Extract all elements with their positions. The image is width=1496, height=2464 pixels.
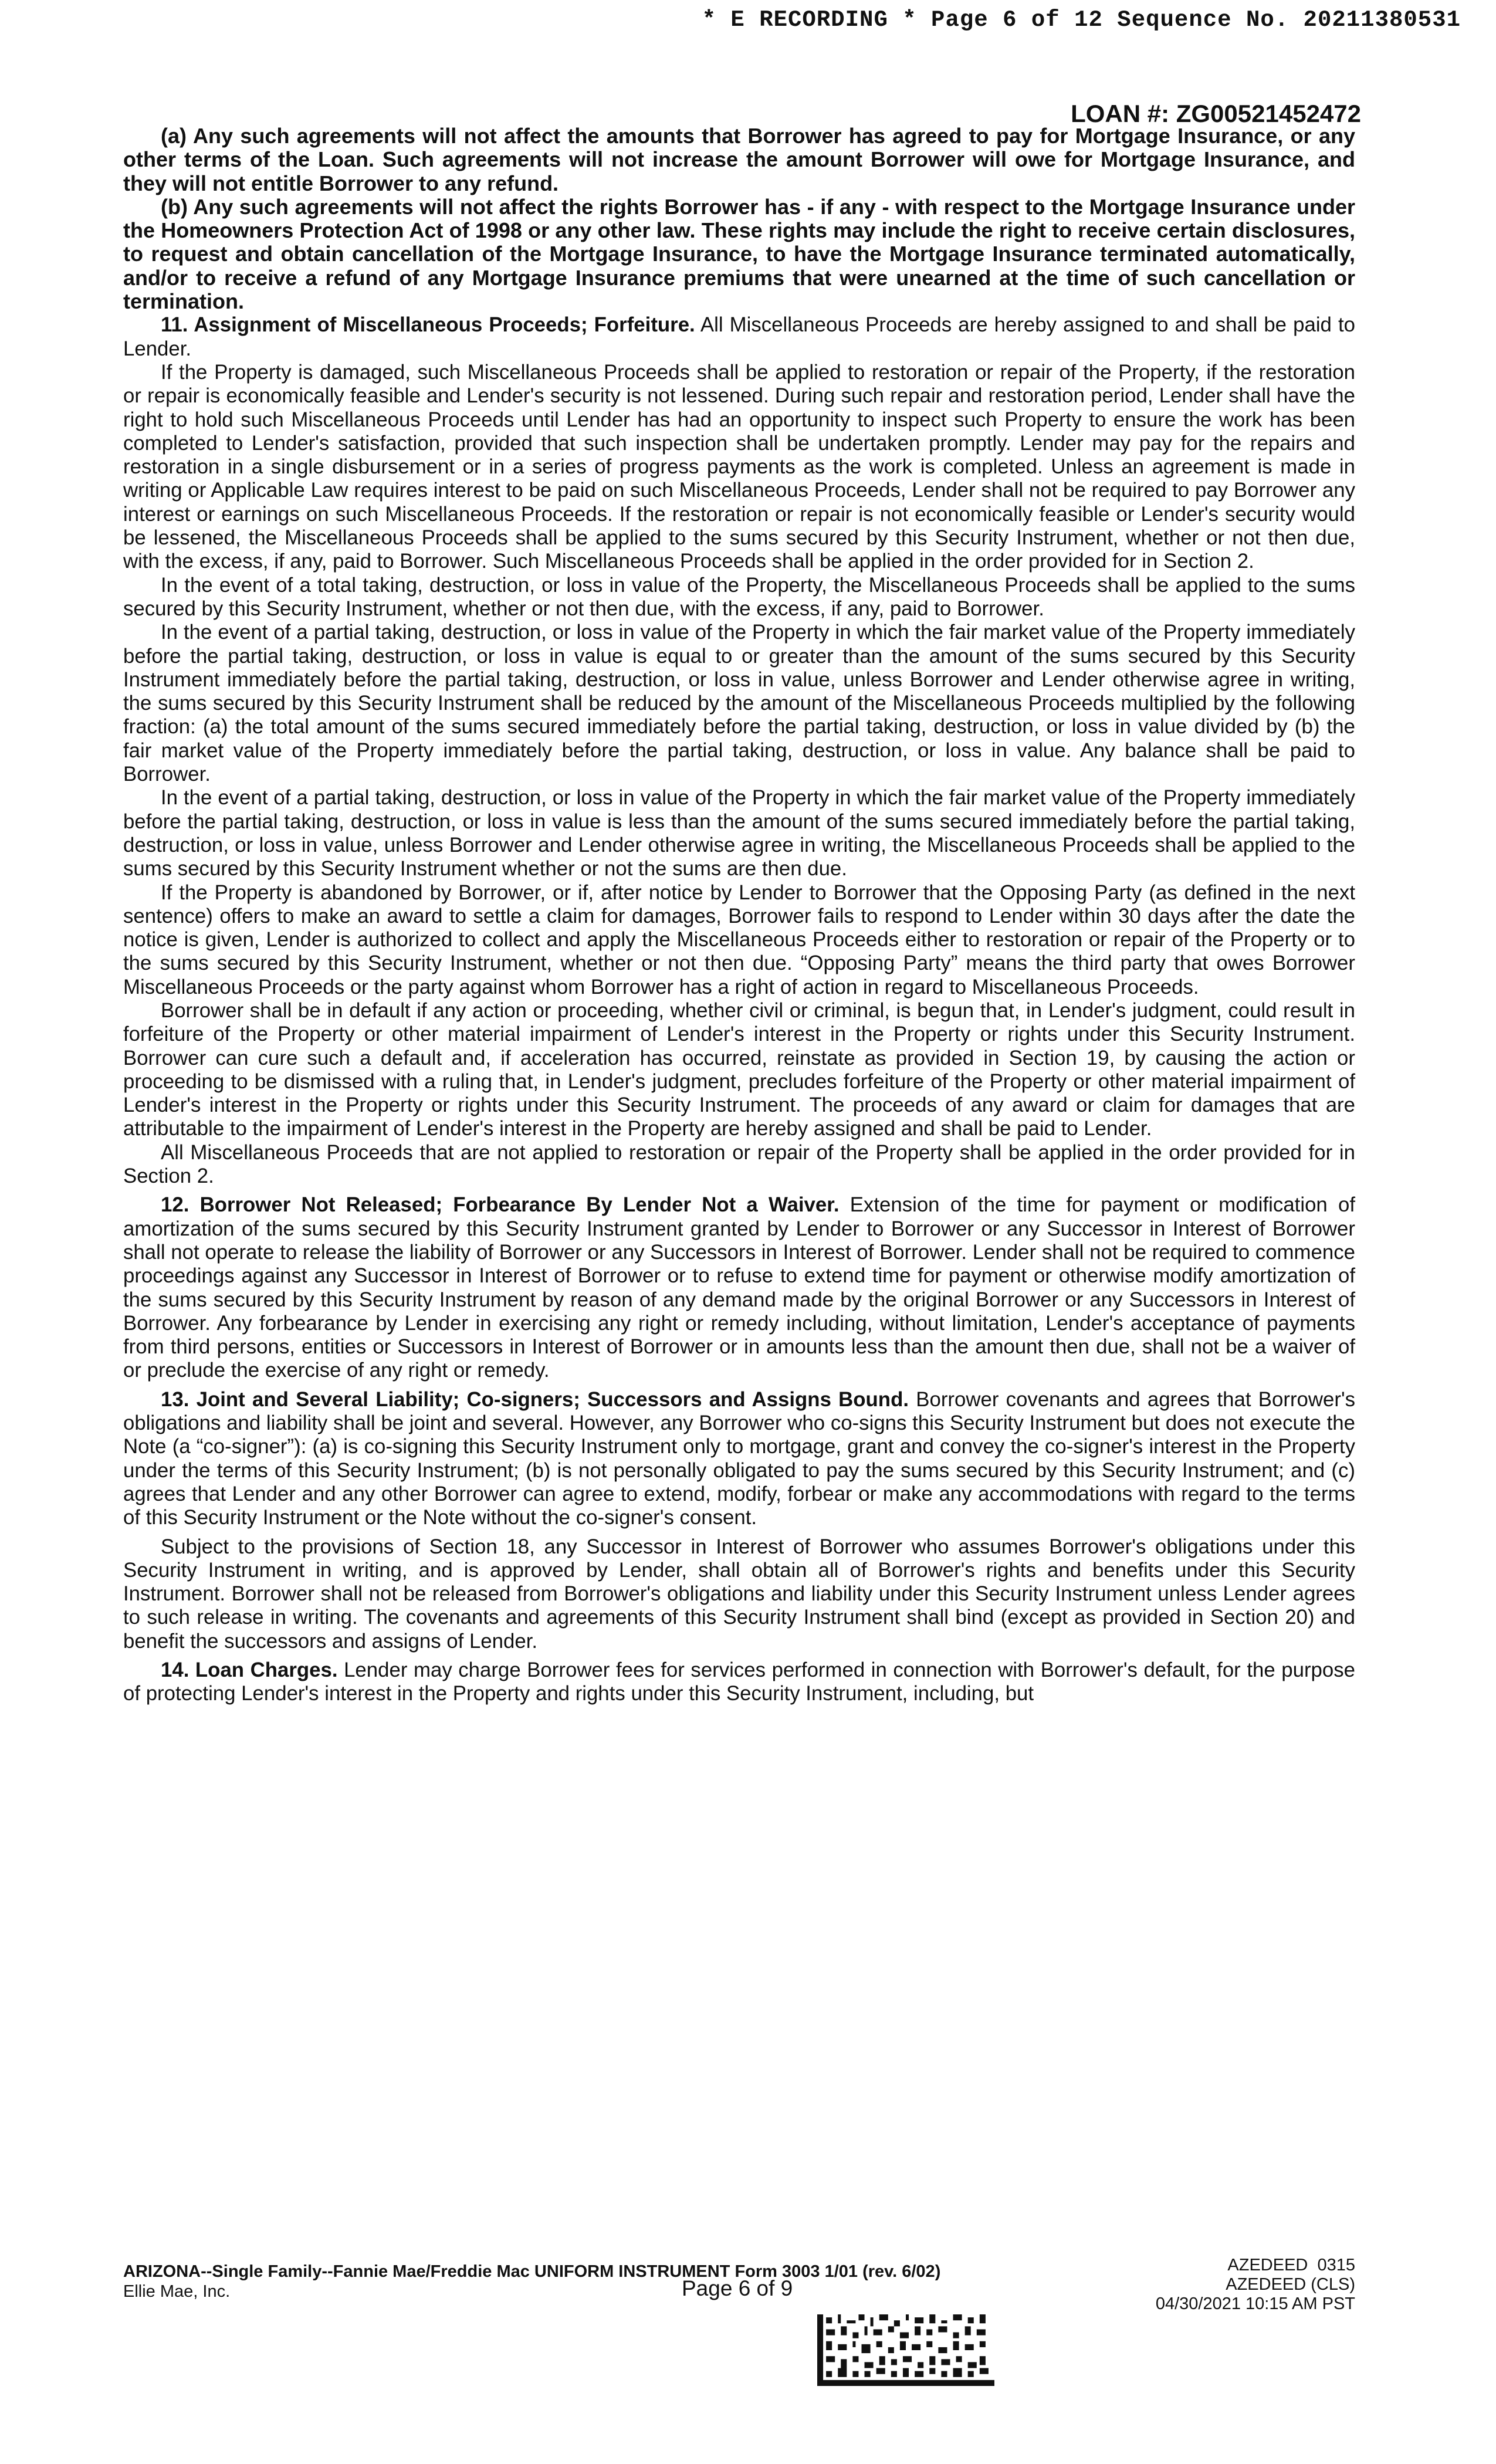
paragraph-partial-taking-greater: In the event of a partial taking, destruction, or loss in value of the Property in which the fair market value of the Property immediately before the partial taking, destruction, or loss in value is equal to or greater than the amount of the sums secured by this Security Instrument immediately before the partial taking, destruction, or loss in value, unless Borrower and Lender otherwise agree in writing, the sums secured by this Security Instrument shall be reduced by the amount of the Miscellaneous Proceeds multiplied by the following fraction: (a) the total amount of the sums secured immediately before the partial taking, destruction, or loss in value divided by (b) the fair market value of the Property immediately before the partial taking, destruction, or loss in value. Any balance shall be paid to Borrower. [123, 621, 1355, 786]
section-11 [123, 313, 1355, 361]
paragraph-total-taking: In the event of a total taking, destruction, or loss in value of the Property, the Miscellaneous Proceeds shall be applied to the sums secured by this Security Instrument, whether or not then due, with the excess, if any, paid to Borrower. [123, 573, 1355, 620]
section-14 [123, 1659, 1355, 1706]
section-11-heading: 11. Assignment of Miscellaneous Proceeds; Forfeiture. [161, 313, 695, 337]
paragraph-damaged-property: If the Property is damaged, such Miscellaneous Proceeds shall be applied to restoration or repair of the Property, if the restoration or repair is economically feasible and Lender's security is not lessened. During such repair and restoration period, Lender shall have the right to hold such Miscellaneous Proceeds until Lender has had an opportunity to inspect such Property to ensure the work has been completed to Lender's satisfaction, provided that such inspection shall be undertaken promptly. Lender may pay for the repairs and restoration in a single disbursement or in a series of progress payments as the work is completed. Unless an agreement is made in writing or Applicable Law requires interest to be paid on such Miscellaneous Proceeds, Lender shall not be required to pay Borrower any interest or earnings on such Miscellaneous Proceeds. If the restoration or repair is not economically feasible or Lender's security would be lessened, the Miscellaneous Proceeds shall be applied to the sums secured by this Security Instrument, whether or not then due, with the excess, if any, paid to Borrower. Such Miscellaneous Proceeds shall be applied in the order provided for in Section 2. [123, 360, 1355, 573]
loan-number: LOAN #: ZG00521452472 [1071, 100, 1361, 127]
paragraph-abandoned-property: If the Property is abandoned by Borrower, or if, after notice by Lender to Borrower that the Opposing Party (as defined in the next sentence) offers to make an award to settle a claim for damages, Borrower fails to respond to Lender within 30 days after the date the notice is given, Lender is authorized to collect and apply the Miscellaneous Proceeds either to restoration or repair of the Property or to the sums secured by this Security Instrument, whether or not then due. “Opposing Party” means the third party that owes Borrower Miscellaneous Proceeds or the party against whom Borrower has a right of action in regard to Miscellaneous Proceeds. [123, 881, 1355, 999]
timestamp: 04/30/2021 10:15 AM PST [1155, 2294, 1355, 2313]
paragraph-unapplied-proceeds: All Miscellaneous Proceeds that are not applied to restoration or repair of the Property shall be applied in the order provided for in Section 2. [123, 1140, 1355, 1188]
recording-banner: * E RECORDING * Page 6 of 12 Sequence No. 20211380531 [702, 7, 1461, 33]
section-12-heading: 12. Borrower Not Released; Forbearance By Lender Not a Waiver. [161, 1193, 840, 1217]
paragraph-b: (b) Any such agreements will not affect the rights Borrower has - if any - with respect to the Mortgage Insurance under the Homeowners Protection Act of 1998 or any other law. These rights may include the right to receive certain disclosures, to request and obtain cancellation of the Mortgage Insurance, to have the Mortgage Insurance terminated automatically, and/or to receive a refund of any Mortgage Insurance premiums that were unearned at the time of such cancellation or termination. [123, 194, 1355, 314]
section-12-text: Extension of the time for payment or modification of amortization of the sums secured by this Security Instrument granted by Lender to Borrower or any Successor in Interest of Borrower shall not operate to release the liability of Borrower or any Successors in Interest of Borrower. Lender shall not be required to commence proceedings against any Successor in Interest of Borrower or to refuse to extend time for payment or otherwise modify amortization of the sums secured by this Security Instrument by reason of any demand made by the original Borrower or any Successors in Interest of Borrower. Any forbearance by Lender in exercising any right or remedy including, without limitation, Lender's acceptance of payments from third persons, entities or Successors in Interest of Borrower or in amounts less than the amount then due, shall not be a waiver of or preclude the exercise of any right or remedy. [123, 1193, 1355, 1382]
section-11-text: All Miscellaneous Proceeds are hereby assigned to and shall be paid to Lender. [123, 313, 1355, 360]
paragraph-default-action: Borrower shall be in default if any action or proceeding, whether civil or criminal, is begun that, in Lender's judgment, could result in forfeiture of the Property or other material impairment of Lender's interest in the Property or rights under this Security Instrument. Borrower can cure such a default and, if acceleration has occurred, reinstate as provided in Section 19, by causing the action or proceeding to be dismissed with a ruling that, in Lender's judgment, precludes forfeiture of the Property or other material impairment of Lender's interest in the Property or rights under this Security Instrument. The proceeds of any award or claim for damages that are attributable to the impairment of Lender's interest in the Property are hereby assigned and shall be paid to Lender. [123, 999, 1355, 1140]
section-13-text: Borrower covenants and agrees that Borrower's obligations and liability shall be joint and several. However, any Borrower who co-signs this Security Instrument but does not execute the Note (a “co-signer”): (a) is co-signing this Security Instrument only to mortgage, grant and convey the co-signer's interest in the Property under the terms of this Security Instrument; (b) is not personally obligated to pay the sums secured by this Security Instrument; and (c) agrees that Lender and any other Borrower can agree to extend, modify, forbear or make any accommodations with regard to the terms of this Security Instrument or the Note without the co-signer's consent. [123, 1387, 1355, 1529]
footer-form-info [123, 2262, 940, 2301]
paragraph-partial-taking-less: In the event of a partial taking, destruction, or loss in value of the Property in which the fair market value of the Property immediately before the partial taking, destruction, or loss in value is less than the amount of the sums secured immediately before the partial taking, destruction, or loss in value, unless Borrower and Lender otherwise agree in writing, the Miscellaneous Proceeds shall be applied to the sums secured by this Security Instrument whether or not the sums are then due. [123, 786, 1355, 881]
section-13-heading: 13. Joint and Several Liability; Co-signers; Successors and Assigns Bound. [161, 1387, 909, 1411]
document-body [123, 124, 1355, 1706]
doc-code-cls: AZEDEED (CLS) [1226, 2275, 1355, 2294]
form-title: ARIZONA--Single Family--Fannie Mae/Freddie Mac UNIFORM INSTRUMENT Form 3003 1/01 (rev. 6/02) [123, 2262, 941, 2281]
paragraph-successors: Subject to the provisions of Section 18, any Successor in Interest of Borrower who assumes Borrower's obligations under this Security Instrument in writing, and is approved by Lender, shall obtain all of Borrower's rights and benefits under this Security Instrument. Borrower shall not be released from Borrower's obligations and liability under this Security Instrument unless Lender agrees to such release in writing. The covenants and agreements of this Security Instrument shall bind (except as provided in Section 20) and benefit the successors and assigns of Lender. [123, 1535, 1355, 1653]
footer-doc-codes [1156, 2256, 1355, 2314]
paragraph-a: (a) Any such agreements will not affect the amounts that Borrower has agreed to pay for Mortgage Insurance, or any other terms of the Loan. Such agreements will not increase the amount Borrower will owe for Mortgage Insurance, and they will not entitle Borrower to any refund. [123, 124, 1355, 195]
section-14-heading: 14. Loan Charges. [161, 1659, 338, 1681]
doc-code: AZEDEED 0315 [1227, 2256, 1355, 2275]
barcode-2d-icon [817, 2314, 994, 2386]
page-number: Page 6 of 9 [682, 2276, 793, 2300]
section-14-text: Lender may charge Borrower fees for services performed in connection with Borrower's default, for the purpose of protecting Lender's interest in the Property and rights under this Security Instrument, including, but [123, 1659, 1355, 1705]
section-12 [123, 1193, 1355, 1382]
vendor-name: Ellie Mae, Inc. [123, 2282, 231, 2301]
section-13 [123, 1388, 1355, 1530]
